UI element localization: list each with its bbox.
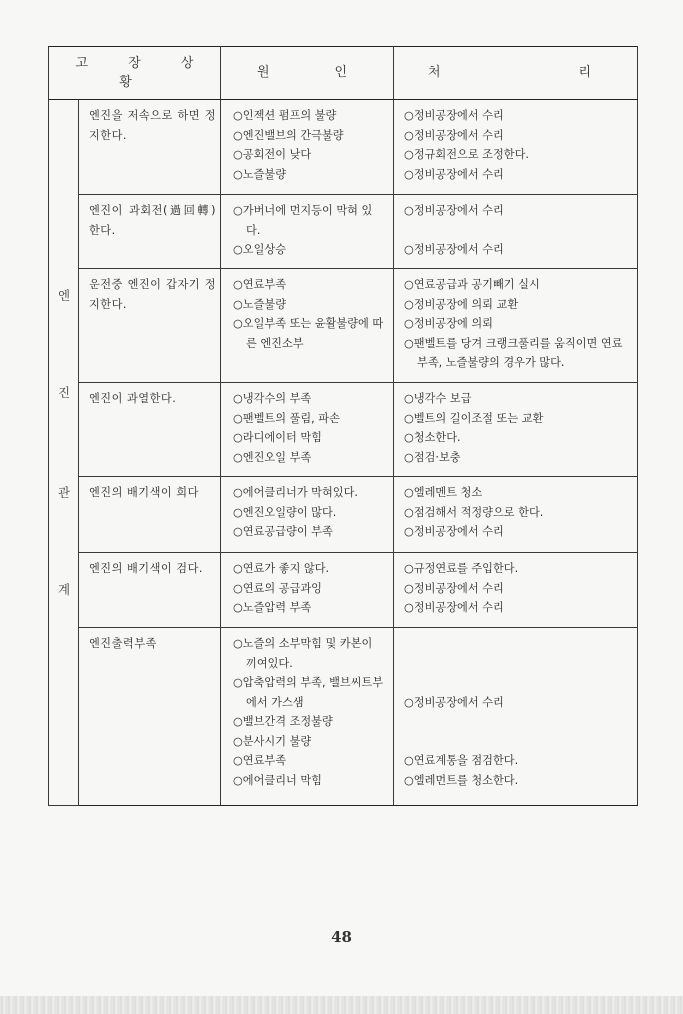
header-situation: 고 장 상 황 (49, 47, 221, 100)
bullet-icon: ○ (233, 601, 243, 614)
bullet-icon: ○ (404, 525, 414, 538)
action-cell (394, 628, 638, 806)
cause-cell (221, 628, 394, 806)
action-item: ○연료공급과 공기빼기 실시 (404, 278, 540, 291)
action-item: ○정비공장에서 수리 (404, 204, 504, 217)
table-row (49, 195, 638, 269)
action-item: ○점검·보충 (404, 450, 461, 464)
cause-item: ○엔진밸브의 간극불량 (233, 128, 344, 142)
action-item: ○정비공장에서 수리 (404, 109, 504, 122)
action-cell (394, 269, 638, 383)
cause-item: ○엔진오일량이 많다. (233, 505, 337, 519)
situation-cell: 엔진의 배기색이 검다. (79, 553, 221, 628)
scan-edge-artifact (0, 996, 683, 1014)
cause-item: ○라디에이터 막힘 (233, 431, 322, 444)
bullet-icon: ○ (233, 128, 243, 142)
bullet-icon: ○ (233, 676, 243, 689)
action-item: ○규정연료를 주입한다. (404, 562, 519, 575)
action-item: ○청소한다. (404, 431, 461, 444)
bullet-icon: ○ (404, 773, 414, 787)
bullet-icon: ○ (404, 128, 414, 142)
bullet-icon: ○ (233, 167, 243, 181)
bullet-icon: ○ (404, 167, 414, 181)
cause-item: ○노즐압력 부족 (233, 601, 312, 614)
bullet-icon: ○ (404, 431, 414, 444)
cause-item: ○분사시기 불량 (233, 734, 312, 748)
bullet-icon: ○ (404, 317, 414, 330)
side-label-char: 관 (57, 485, 71, 500)
table-row (49, 477, 638, 553)
bullet-icon: ○ (233, 109, 243, 122)
bullet-icon: ○ (233, 431, 243, 444)
cause-item: ○밸브간격 조정불량 (233, 715, 333, 728)
bullet-icon: ○ (233, 637, 243, 650)
bullet-icon: ○ (233, 243, 243, 256)
bullet-icon: ○ (404, 754, 414, 767)
cause-item: ○엔진오일 부족 (233, 450, 312, 464)
bullet-icon: ○ (233, 411, 243, 425)
action-item: ○정비공장에서 수리 (404, 167, 504, 181)
cause-item: ○연료의 공급과잉 (233, 581, 322, 595)
action-item: ○벨트의 길이조절 또는 교환 (404, 411, 544, 425)
table-row (49, 628, 638, 806)
situation-cell: 운전중 엔진이 갑자기 정지한다. (79, 269, 221, 383)
cause-item: ○인젝션 펌프의 불량 (233, 109, 337, 122)
bullet-icon: ○ (404, 562, 414, 575)
cause-item: ○가버너에 먼지등이 막혀 있다. (233, 204, 373, 237)
action-cell (394, 100, 638, 195)
situation-cell: 엔진이 과열한다. (79, 383, 221, 477)
bullet-icon: ○ (233, 715, 243, 728)
cause-item: ○압축압력의 부족, 밸브씨트부에서 가스샘 (233, 676, 384, 709)
bullet-icon: ○ (233, 734, 243, 748)
action-item: ○팬벨트를 당겨 크랭크풀리를 움직이면 연료부족, 노즐불량의 경우가 많다. (404, 336, 623, 369)
cause-item: ○노즐의 소부막힘 및 카본이 끼여있다. (233, 637, 373, 670)
bullet-icon: ○ (404, 297, 414, 311)
cause-item: ○연료가 좋지 않다. (233, 562, 330, 575)
cause-item: ○오일상승 (233, 243, 287, 256)
bullet-icon: ○ (233, 505, 243, 519)
cause-item: ○에어클리너 막힘 (233, 773, 322, 787)
cause-cell (221, 195, 394, 269)
side-label-char: 엔 (57, 288, 71, 303)
action-item: ○정비공장에서 수리 (404, 695, 504, 709)
bullet-icon: ○ (233, 204, 243, 217)
bullet-icon: ○ (404, 695, 414, 709)
action-item: ○정비공장에 의뢰 교환 (404, 297, 519, 311)
bullet-icon: ○ (233, 486, 243, 499)
action-item: ○정규회전으로 조정한다. (404, 148, 529, 161)
side-label-char: 진 (57, 385, 71, 400)
cause-item: ○냉각수의 부족 (233, 392, 312, 405)
action-cell (394, 553, 638, 628)
bullet-icon: ○ (404, 109, 414, 122)
cause-item: ○연료부족 (233, 754, 287, 767)
bullet-icon: ○ (233, 581, 243, 595)
page-number: 48 (331, 928, 352, 946)
situation-cell: 엔진의 배기색이 희다 (79, 477, 221, 553)
bullet-icon: ○ (233, 754, 243, 767)
header-row (49, 47, 638, 100)
bullet-icon: ○ (233, 562, 243, 575)
bullet-icon: ○ (233, 297, 243, 311)
bullet-icon: ○ (404, 486, 414, 499)
cause-item: ○연료부족 (233, 278, 287, 291)
cause-cell (221, 100, 394, 195)
bullet-icon: ○ (404, 278, 414, 291)
action-item: ○엘레먼트를 청소한다. (404, 773, 519, 787)
side-label-engine-related (49, 100, 79, 806)
action-item: ○정비공장에 의뢰 (404, 317, 493, 330)
cause-cell (221, 553, 394, 628)
action-item: ○정비공장에서 수리 (404, 581, 504, 595)
bullet-icon: ○ (233, 317, 243, 330)
table-row (49, 383, 638, 477)
table-row (49, 100, 638, 195)
bullet-icon: ○ (404, 505, 414, 519)
situation-cell: 엔진이 과회전(過回轉)한다. (79, 195, 221, 269)
action-item: ○연료계통을 점검한다. (404, 754, 519, 767)
cause-cell (221, 383, 394, 477)
cause-cell (221, 269, 394, 383)
bullet-icon: ○ (233, 148, 243, 161)
bullet-icon: ○ (404, 601, 414, 614)
side-label-char: 계 (57, 582, 71, 597)
cause-item: ○팬벨트의 풀림, 파손 (233, 411, 340, 425)
action-item: ○점검해서 적정량으로 한다. (404, 505, 544, 519)
bullet-icon: ○ (233, 278, 243, 291)
action-item: ○엘레멘트 청소 (404, 486, 483, 499)
table-row (49, 269, 638, 383)
bullet-icon: ○ (404, 392, 414, 405)
situation-cell: 엔진출력부족 (79, 628, 221, 806)
bullet-icon: ○ (404, 204, 414, 217)
bullet-icon: ○ (404, 148, 414, 161)
action-cell (394, 383, 638, 477)
table-row (49, 553, 638, 628)
bullet-icon: ○ (233, 392, 243, 405)
header-action: 처 리 (394, 47, 638, 100)
bullet-icon: ○ (233, 525, 243, 538)
action-cell (394, 195, 638, 269)
bullet-icon: ○ (404, 411, 414, 425)
engine-fault-table (48, 46, 638, 806)
bullet-icon: ○ (404, 336, 414, 350)
situation-cell: 엔진을 저속으로 하면 정지한다. (79, 100, 221, 195)
cause-item: ○노즐불량 (233, 167, 287, 181)
bullet-icon: ○ (233, 450, 243, 464)
bullet-icon: ○ (233, 773, 243, 787)
bullet-icon: ○ (404, 450, 414, 464)
action-item: ○냉각수 보급 (404, 392, 472, 405)
cause-item: ○노즐불량 (233, 297, 287, 311)
header-cause: 원 인 (221, 47, 394, 100)
cause-cell (221, 477, 394, 553)
action-item: ○정비공장에서 수리 (404, 601, 504, 614)
cause-item: ○공회전이 낮다 (233, 148, 312, 161)
bullet-icon: ○ (404, 581, 414, 595)
action-item: ○정비공장에서 수리 (404, 243, 504, 256)
action-item: ○정비공장에서 수리 (404, 525, 504, 538)
cause-item: ○에어클리너가 막혀있다. (233, 486, 358, 499)
cause-item: ○오일부족 또는 윤활불량에 따른 엔진소부 (233, 317, 384, 350)
action-item: ○정비공장에서 수리 (404, 128, 504, 142)
bullet-icon: ○ (404, 243, 414, 256)
action-cell (394, 477, 638, 553)
cause-item: ○연료공급량이 부족 (233, 525, 333, 538)
